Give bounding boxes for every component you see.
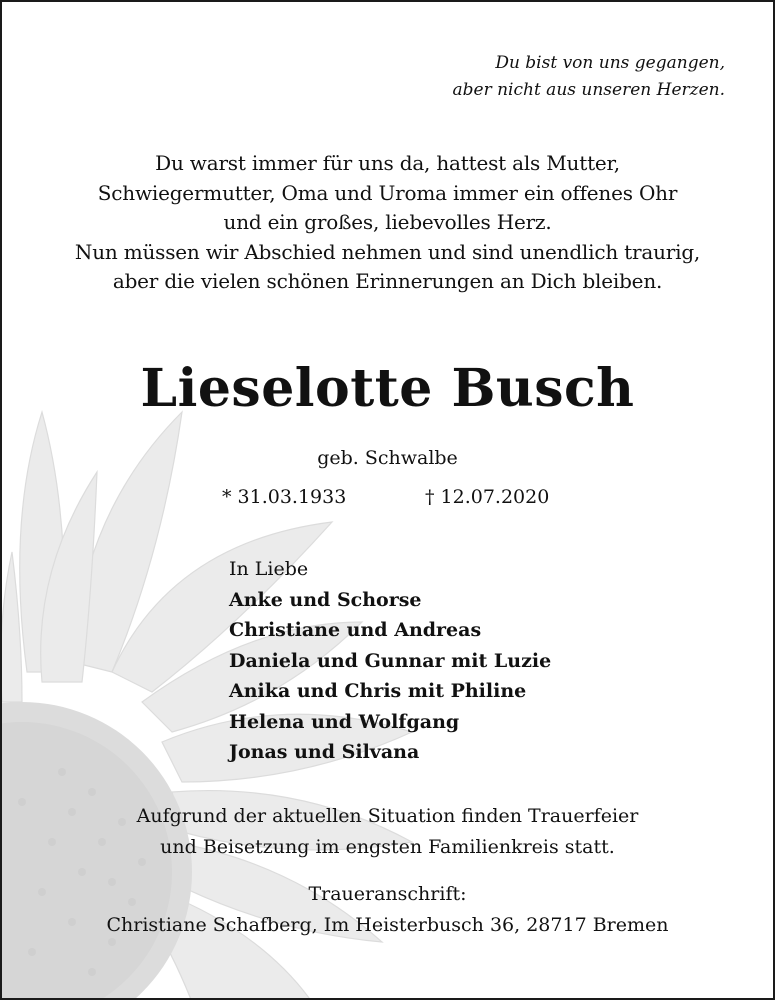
death-date: † 12.07.2020: [425, 486, 550, 508]
mourning-address: [2, 879, 773, 941]
motto-quote: [452, 50, 725, 104]
intro-line: und ein großes, liebevolles Herz.: [223, 210, 552, 234]
birth-date: * 31.03.1933: [222, 486, 347, 508]
family-list: [229, 554, 551, 768]
family-member: Anke und Schorse: [229, 588, 422, 611]
funeral-notice-line: Aufgrund der aktuellen Situation finden Trauerfeier: [136, 805, 639, 827]
family-member: Anika und Chris mit Philine: [229, 680, 527, 702]
address-label: Traueranschrift:: [308, 883, 467, 905]
funeral-notice: [2, 801, 773, 863]
address-value: Christiane Schafberg, Im Heisterbusch 36, 28717 Bremen: [106, 914, 669, 936]
intro-line: Nun müssen wir Abschied nehmen und sind unendlich traurig,: [74, 239, 701, 264]
family-member: Helena und Wolfgang: [229, 710, 460, 733]
deceased-name: Lieselotte Busch: [140, 358, 635, 419]
intro-line: Schwiegermutter, Oma und Uroma immer ein offenes Ohr: [97, 180, 678, 205]
intro-line: aber die vielen schönen Erinnerungen an Dich bleiben.: [112, 269, 663, 293]
family-intro: In Liebe: [229, 558, 309, 580]
family-member: Jonas und Silvana: [229, 741, 420, 763]
intro-text: [2, 149, 773, 297]
funeral-notice-line: und Beisetzung im engsten Familienkreis statt.: [160, 836, 615, 858]
family-member: Christiane und Andreas: [229, 619, 482, 641]
motto-line: Du bist von uns gegangen,: [495, 53, 725, 73]
intro-line: Du warst immer für uns da, hattest als Mutter,: [155, 151, 620, 175]
motto-line: aber nicht aus unseren Herzen.: [452, 80, 725, 100]
maiden-name: geb. Schwalbe: [317, 447, 458, 469]
family-member: Daniela und Gunnar mit Luzie: [229, 649, 552, 672]
